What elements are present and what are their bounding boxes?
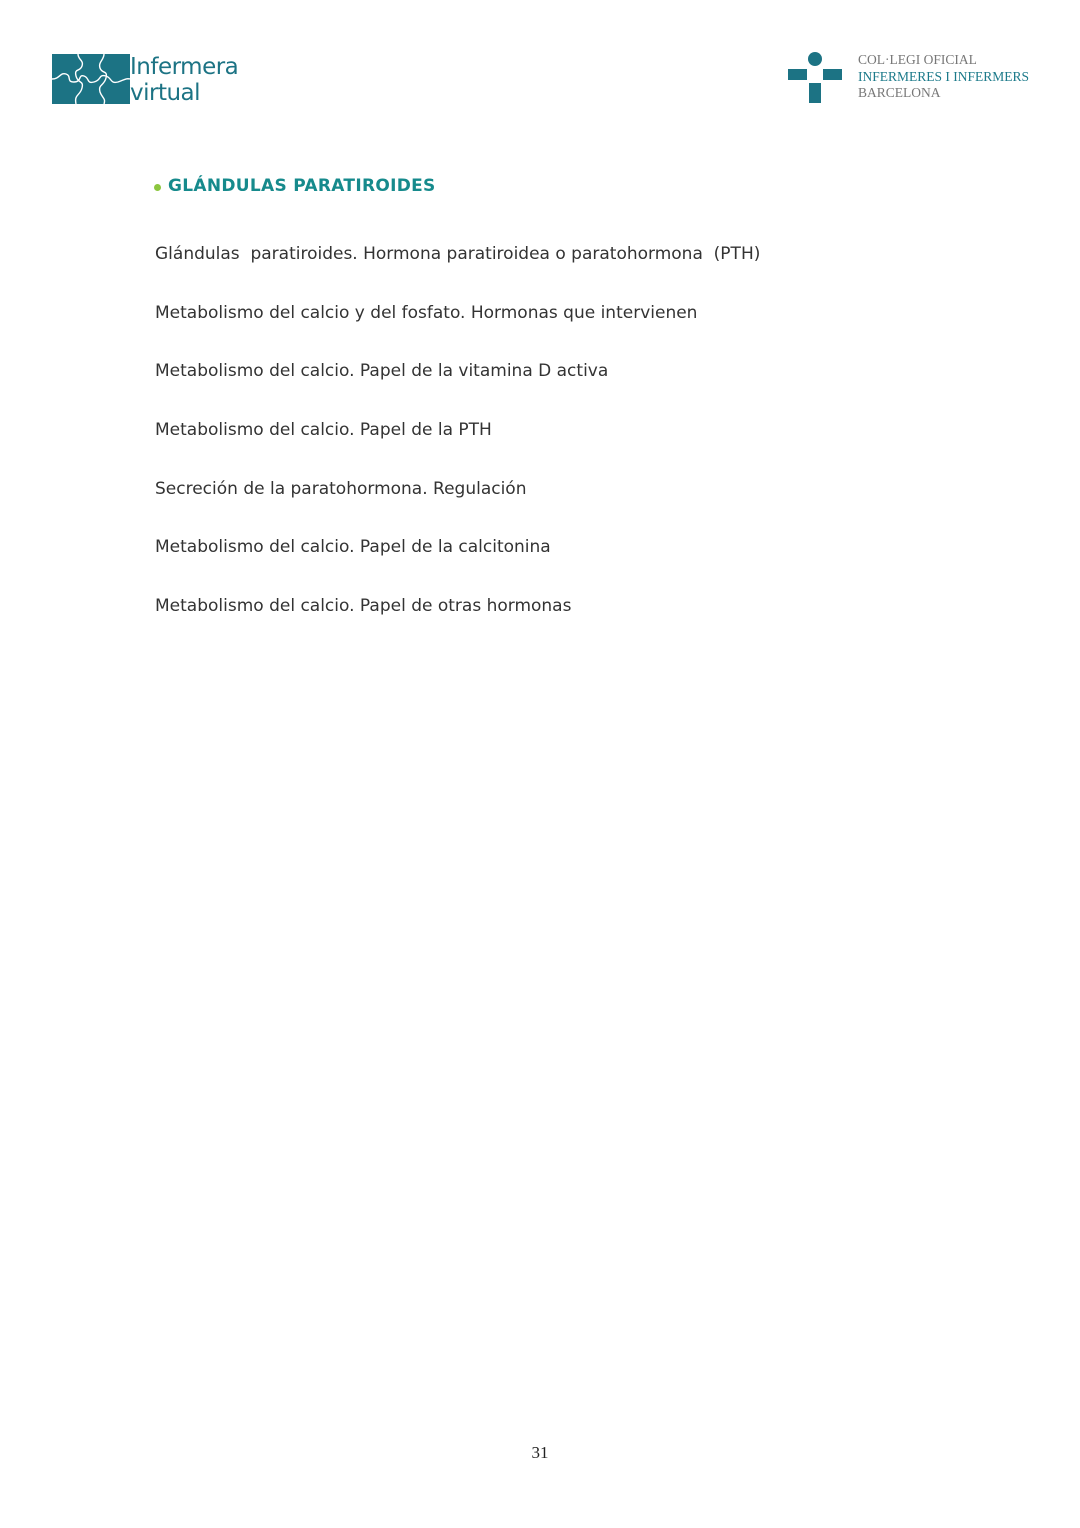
puzzle-icon (52, 54, 130, 104)
page-number: 31 (531, 1443, 549, 1462)
col-legi-line1: COL·LEGI OFICIAL (858, 52, 977, 67)
list-item: Metabolismo del calcio. Papel de la vitamina D activa (155, 361, 609, 382)
list-item: Metabolismo del calcio. Papel de la calcitonina (155, 537, 551, 558)
topic-list (155, 242, 760, 653)
col-legi-line2: INFERMERES I INFERMERS (858, 68, 1030, 84)
list-item: Metabolismo del calcio. Papel de otras hormonas (155, 596, 572, 617)
list-item: Metabolismo del calcio y del fosfato. Hormonas que intervienen (155, 302, 698, 323)
logo-text-line1: Infermera (130, 54, 239, 80)
list-item: Metabolismo del calcio. Papel de la PTH (155, 420, 492, 441)
section-title: GLÁNDULAS PARATIROIDES (168, 176, 436, 196)
section-heading (154, 176, 436, 196)
infermera-virtual-logo (52, 54, 238, 106)
nurse-cross-icon (788, 52, 842, 104)
col-legi-line3: BARCELONA (858, 85, 941, 100)
list-item: Glándulas paratiroides. Hormona paratiroidea o paratohormona (PTH) (155, 244, 761, 264)
list-item: Secreción de la paratohormona. Regulación (155, 478, 527, 499)
bullet-icon (154, 184, 161, 191)
logo-text-line2: virtual (130, 80, 201, 106)
col-legi-logo (788, 52, 1029, 104)
